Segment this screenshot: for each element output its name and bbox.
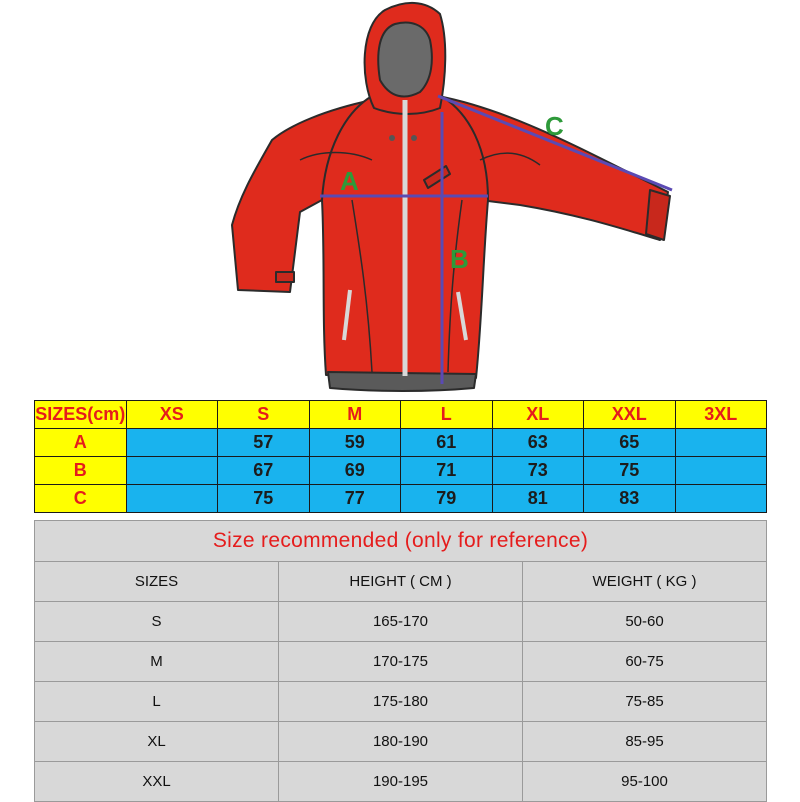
drawcord-toggle [389,135,395,141]
size-header-cell: M [309,401,401,429]
size-value-cell: 59 [309,429,401,457]
sleeve-cuff [646,190,670,240]
height-cell: 170-175 [279,642,523,682]
size-chart-row [35,485,767,513]
size-cell: XL [35,722,279,762]
size-value-cell: 77 [309,485,401,513]
size-value-cell [126,429,218,457]
size-header-cell: L [401,401,493,429]
measure-label-b: B [450,244,469,274]
column-header: WEIGHT ( KG ) [523,562,767,602]
height-cell: 175-180 [279,682,523,722]
measure-row-label: C [35,485,127,513]
size-value-cell: 83 [584,485,676,513]
recommendation-row [35,682,767,722]
weight-cell: 50-60 [523,602,767,642]
size-value-cell: 71 [401,457,493,485]
size-header-cell: 3XL [675,401,767,429]
measure-row-label: A [35,429,127,457]
measure-label-c: C [545,111,564,141]
size-header-cell: XS [126,401,218,429]
size-chart-table [34,400,767,513]
size-header-cell: S [218,401,310,429]
recommendation-title-row [35,521,767,562]
jacket-hem [328,372,476,391]
size-chart-row [35,429,767,457]
weight-cell: 75-85 [523,682,767,722]
size-value-cell: 65 [584,429,676,457]
size-recommendation-table [34,520,767,802]
weight-cell: 85-95 [523,722,767,762]
size-value-cell: 73 [492,457,584,485]
measure-label-a: A [340,166,359,196]
size-value-cell [675,429,767,457]
recommendation-title: Size recommended (only for reference) [35,521,767,562]
recommendation-row [35,722,767,762]
jacket-illustration [0,0,800,400]
size-value-cell: 61 [401,429,493,457]
sleeve-tab [276,272,294,282]
size-value-cell: 67 [218,457,310,485]
recommendation-row [35,642,767,682]
column-header: SIZES [35,562,279,602]
size-value-cell [675,485,767,513]
recommendation-row [35,602,767,642]
height-cell: 180-190 [279,722,523,762]
size-value-cell [126,457,218,485]
weight-cell: 95-100 [523,762,767,802]
size-value-cell: 75 [218,485,310,513]
weight-cell: 60-75 [523,642,767,682]
size-cell: L [35,682,279,722]
size-value-cell [126,485,218,513]
size-value-cell: 79 [401,485,493,513]
size-chart-header-row [35,401,767,429]
measure-row-label: B [35,457,127,485]
recommendation-row [35,762,767,802]
size-header-cell: XXL [584,401,676,429]
height-cell: 165-170 [279,602,523,642]
size-header-cell: XL [492,401,584,429]
recommendation-header-row [35,562,767,602]
height-cell: 190-195 [279,762,523,802]
drawcord-toggle [411,135,417,141]
size-value-cell: 75 [584,457,676,485]
size-value-cell: 69 [309,457,401,485]
size-cell: S [35,602,279,642]
size-cell: XXL [35,762,279,802]
size-header-cell: SIZES(cm) [35,401,127,429]
size-chart-row [35,457,767,485]
hood-opening [378,23,432,97]
size-value-cell [675,457,767,485]
size-value-cell: 57 [218,429,310,457]
size-value-cell: 81 [492,485,584,513]
size-value-cell: 63 [492,429,584,457]
size-cell: M [35,642,279,682]
column-header: HEIGHT ( CM ) [279,562,523,602]
